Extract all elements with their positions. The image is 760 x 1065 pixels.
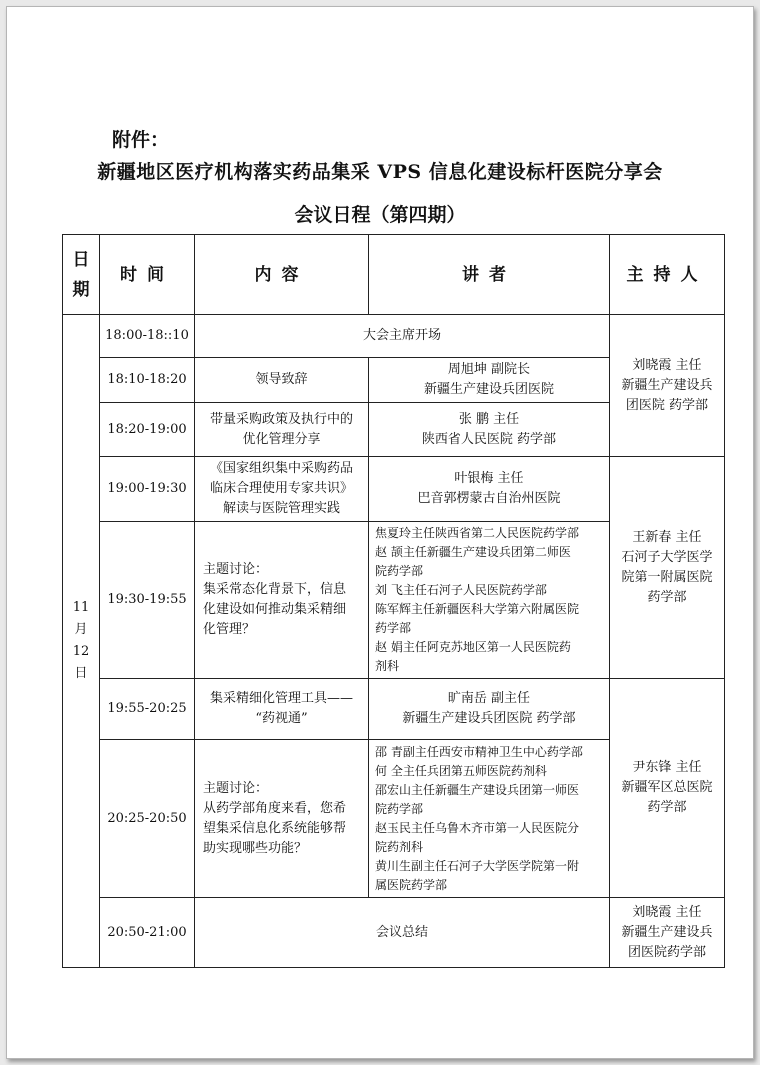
time-cell: 19:55-20:25: [100, 679, 195, 740]
speaker-cell: 周旭坤 副院长 新疆生产建设兵团医院: [369, 358, 610, 403]
time-cell: 20:25-20:50: [100, 740, 195, 898]
header-time: 时间: [100, 235, 195, 315]
table-row: [63, 457, 725, 522]
time-cell: 18:20-19:00: [100, 403, 195, 457]
table-row: [63, 898, 725, 968]
time-cell: 18:10-18:20: [100, 358, 195, 403]
time-cell: 18:00-18::10: [100, 315, 195, 358]
date-cell: 11 月 12 日: [63, 315, 100, 968]
speaker-cell: 邵 青副主任西安市精神卫生中心药学部 何 全主任兵团第五师医院药剂科 邵宏山主任新疆生产建设兵团第一师医 院药学部 赵玉民主任乌鲁木齐市第一人民医院分 院药剂科 黄川生副主任石河子大学医学院第一附 属医院药学部: [369, 740, 610, 898]
content-cell: 主题讨论： 从药学部角度来看，您希 望集采信息化系统能够帮 助实现哪些功能？: [195, 740, 369, 898]
header-host: 主持人: [610, 235, 725, 315]
speaker-cell: 旷南岳 副主任 新疆生产建设兵团医院 药学部: [369, 679, 610, 740]
content-cell: 大会主席开场: [195, 315, 610, 358]
header-content: 内容: [195, 235, 369, 315]
time-cell: 20:50-21:00: [100, 898, 195, 968]
host-cell: 刘晓霞 主任 新疆生产建设兵 团医院药学部: [610, 898, 725, 968]
table-row: [63, 679, 725, 740]
document-page: [6, 6, 754, 1059]
content-cell: 集采精细化管理工具—— “药视通”: [195, 679, 369, 740]
schedule-table: [62, 234, 725, 968]
speaker-cell: 张 鹏 主任 陕西省人民医院 药学部: [369, 403, 610, 457]
header-speaker: 讲者: [369, 235, 610, 315]
speaker-cell: 焦夏玲主任陕西省第二人民医院药学部 赵 颉主任新疆生产建设兵团第二师医 院药学部 刘 飞主任石河子人民医院药学部 陈军辉主任新疆医科大学第六附属医院 药学部 赵 娟主任阿克苏地区第一人民医院药 剂科: [369, 522, 610, 679]
host-cell: 尹东锋 主任 新疆军区总医院 药学部: [610, 679, 725, 898]
attachment-label: 附件：: [112, 129, 170, 151]
content-cell: 领导致辞: [195, 358, 369, 403]
document-title: 新疆地区医疗机构落实药品集采 VPS 信息化建设标杆医院分享会: [97, 161, 663, 183]
host-cell: 王新春 主任 石河子大学医学 院第一附属医院 药学部: [610, 457, 725, 679]
host-cell: 刘晓霞 主任 新疆生产建设兵 团医院 药学部: [610, 315, 725, 457]
time-cell: 19:00-19:30: [100, 457, 195, 522]
table-header-row: [63, 235, 725, 315]
content-cell: 带量采购政策及执行中的 优化管理分享: [195, 403, 369, 457]
time-cell: 19:30-19:55: [100, 522, 195, 679]
document-subtitle: 会议日程（第四期）: [294, 204, 466, 226]
table-row: [63, 315, 725, 358]
content-cell: 《国家组织集中采购药品 临床合理使用专家共识》 解读与医院管理实践: [195, 457, 369, 522]
content-cell: 会议总结: [195, 898, 610, 968]
speaker-cell: 叶银梅 主任 巴音郭楞蒙古自治州医院: [369, 457, 610, 522]
header-date: 日 期: [63, 235, 100, 315]
content-cell: 主题讨论： 集采常态化背景下，信息 化建设如何推动集采精细 化管理？: [195, 522, 369, 679]
